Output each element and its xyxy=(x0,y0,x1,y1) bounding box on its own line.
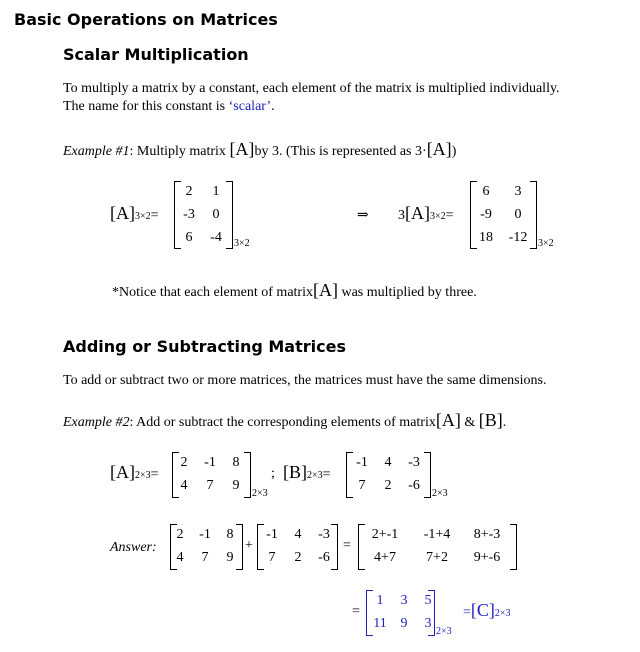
matrix2-B-label xyxy=(283,462,331,483)
matrix-cell: 2 xyxy=(180,455,188,470)
matrix2-A-dims: 2×3 xyxy=(135,470,151,481)
example2-amp: & xyxy=(460,415,479,430)
matrix-A-name: [A] xyxy=(110,203,135,223)
matrix-cell: 3 xyxy=(514,184,522,199)
example1-matrix-name: [A] xyxy=(229,139,255,159)
matrix-A-dims: 3×2 xyxy=(135,211,151,222)
equals-sign: = xyxy=(463,605,471,620)
example1-text-b: by 3. (This is represented as xyxy=(254,144,416,159)
scalar-three: 3 xyxy=(398,208,405,223)
matrix-cell: 7 xyxy=(206,478,214,493)
matrix-3A-dims: 3×2 xyxy=(430,211,446,222)
notice-text: *Notice that each element of matrix xyxy=(112,285,313,300)
matrix-cell: -6 xyxy=(408,478,420,493)
equals-sign: = xyxy=(352,604,360,619)
matrix-cell: 2 xyxy=(185,184,193,199)
scalar-term: ‘scalar’ xyxy=(228,99,272,114)
matrix-cell: -9 xyxy=(480,207,492,222)
matrix-cell: -1 xyxy=(204,455,216,470)
example2-matrix-A: [A] xyxy=(435,410,461,430)
page-title: Basic Operations on Matrices xyxy=(14,10,278,29)
example2-label: Example #2 xyxy=(63,415,130,430)
matrix-cell: 0 xyxy=(514,207,522,222)
matrix-cell: -4 xyxy=(210,230,222,245)
matrix-cell: 2 xyxy=(384,478,392,493)
example1-line xyxy=(63,139,456,160)
adding-heading: Adding or Subtracting Matrices xyxy=(63,337,346,356)
matrix-A-label xyxy=(110,203,159,224)
matrix2-A-label xyxy=(110,462,159,483)
example2-matrix-B: [B] xyxy=(478,410,503,430)
matrix-3A-name: [A] xyxy=(405,203,430,223)
matrix-cell: -3 xyxy=(318,527,330,542)
example1-matrix-name-2: [A] xyxy=(426,139,452,159)
matrix-cell: 4+7 xyxy=(374,550,396,565)
example2-line xyxy=(63,410,506,431)
equals-sign: = xyxy=(343,538,351,553)
matrix-3A-dims-sub: 3×2 xyxy=(538,238,554,249)
matrix-cell: 0 xyxy=(212,207,220,222)
matrix-cell: -1 xyxy=(266,527,278,542)
matrix-cell: 2 xyxy=(176,527,184,542)
matrix-cell: 4 xyxy=(384,455,392,470)
example2-text: : Add or subtract the corresponding elements of matrix xyxy=(129,415,436,430)
plus-sign: + xyxy=(245,538,253,553)
matrix-cell: -1 xyxy=(199,527,211,542)
notice-matrix-name: [A] xyxy=(312,280,338,300)
matrix-cell: 2+-1 xyxy=(371,527,399,542)
result-dims-sub: 2×3 xyxy=(436,626,452,637)
matrix-cell: 7 xyxy=(358,478,366,493)
answer-label: Answer: xyxy=(110,540,157,555)
semicolon: ; xyxy=(271,466,275,481)
matrix-cell: 4 xyxy=(294,527,302,542)
example1-text-a: : Multiply matrix xyxy=(129,144,230,159)
matrix-cell: 18 xyxy=(479,230,493,245)
matrix-3A-label xyxy=(398,203,454,224)
matrix-cell: -1+4 xyxy=(423,527,451,542)
matrix-cell: 11 xyxy=(373,616,387,631)
matrix-cell: 8 xyxy=(226,527,234,542)
matrix-cell: -12 xyxy=(508,230,528,245)
matrix2-B-dims: 2×3 xyxy=(307,470,323,481)
matrix2-B-name: [B] xyxy=(283,462,307,482)
equals-sign: = xyxy=(150,467,159,482)
matrix-cell: -3 xyxy=(408,455,420,470)
matrix-cell: 3 xyxy=(424,616,432,631)
scalar-paragraph-line1: To multiply a matrix by a constant, each element of the matrix is multiplied individually. xyxy=(63,81,560,96)
scalar-heading: Scalar Multiplication xyxy=(63,45,249,64)
matrix-cell: 9+-6 xyxy=(473,550,501,565)
result-C-label xyxy=(463,600,511,621)
matrix2-A-dims-sub: 2×3 xyxy=(252,488,268,499)
matrix-cell: -6 xyxy=(318,550,330,565)
matrix-cell: 1 xyxy=(212,184,220,199)
scalar-paragraph-text: The name for this constant is xyxy=(63,99,229,114)
example1-text-c: 3· xyxy=(415,144,427,159)
matrix-cell: 7 xyxy=(201,550,209,565)
matrix-cell: 4 xyxy=(176,550,184,565)
notice-line xyxy=(112,280,477,301)
matrix-cell: 2 xyxy=(294,550,302,565)
matrix2-A-name: [A] xyxy=(110,462,135,482)
matrix-cell: -3 xyxy=(183,207,195,222)
example2-period: . xyxy=(502,415,507,430)
example1-text-d: ) xyxy=(451,144,457,159)
result-C-name: [C] xyxy=(470,600,495,620)
matrix-cell: 8+-3 xyxy=(473,527,501,542)
matrix-cell: 9 xyxy=(232,478,240,493)
equals-sign: = xyxy=(322,467,331,482)
matrix-cell: 9 xyxy=(400,616,408,631)
equals-sign: = xyxy=(150,208,159,223)
adding-paragraph: To add or subtract two or more matrices, the matrices must have the same dimensions. xyxy=(63,373,547,388)
matrix-cell: 6 xyxy=(185,230,193,245)
matrix-cell: 6 xyxy=(482,184,490,199)
matrix-cell: 7+2 xyxy=(426,550,448,565)
matrix-cell: 8 xyxy=(232,455,240,470)
result-C-dims: 2×3 xyxy=(494,608,511,619)
matrix-cell: 3 xyxy=(400,593,408,608)
matrix2-B-dims-sub: 2×3 xyxy=(432,488,448,499)
example1-label: Example #1 xyxy=(63,144,130,159)
matrix-cell: 4 xyxy=(180,478,188,493)
matrix-cell: 9 xyxy=(226,550,234,565)
matrix-cell: 5 xyxy=(424,593,432,608)
scalar-paragraph-end: . xyxy=(271,99,275,114)
matrix-cell: 1 xyxy=(376,593,384,608)
matrix-cell: -1 xyxy=(356,455,368,470)
implies-symbol: ⇒ xyxy=(357,208,369,223)
notice-text-end: was multiplied by three. xyxy=(337,285,477,300)
scalar-paragraph-line2 xyxy=(63,99,275,115)
equals-sign: = xyxy=(445,208,454,223)
matrix-cell: 7 xyxy=(268,550,276,565)
matrix-A-dims-sub: 3×2 xyxy=(234,238,250,249)
